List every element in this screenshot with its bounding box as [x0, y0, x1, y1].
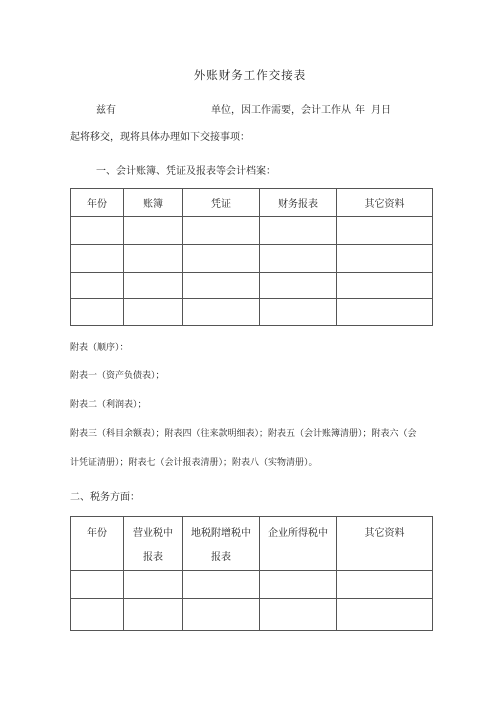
- column-header-line: 营业税中: [133, 528, 173, 539]
- table-row: [71, 245, 433, 273]
- column-header-line: 报表: [211, 552, 231, 563]
- table-cell[interactable]: [337, 273, 433, 299]
- table-cell[interactable]: [71, 571, 124, 599]
- column-header: 账簿: [124, 189, 183, 217]
- note-attachment-1: 附表一（资产负债表）；: [70, 371, 165, 381]
- table-cell[interactable]: [337, 571, 433, 599]
- table-cell[interactable]: [337, 217, 433, 245]
- table-cell[interactable]: [183, 245, 260, 273]
- table-cell[interactable]: [337, 599, 433, 631]
- table-cell[interactable]: [260, 599, 337, 631]
- intro-line-2: 起将移交，现将具体办理如下交接事项：: [70, 132, 250, 143]
- table-cell[interactable]: [260, 571, 337, 599]
- intro-prefix: 兹有: [96, 105, 116, 116]
- table-cell[interactable]: [260, 273, 337, 299]
- tax-table-header-row: [71, 517, 433, 571]
- table-row: [71, 571, 433, 599]
- table-cell[interactable]: [124, 299, 183, 326]
- table-cell[interactable]: [71, 599, 124, 631]
- table-row: [71, 599, 433, 631]
- table-cell[interactable]: [260, 245, 337, 273]
- column-header-line: 年份: [87, 528, 107, 539]
- column-header: [183, 517, 260, 571]
- note-attachment-order: 附表（顺序）：: [70, 343, 129, 353]
- table-cell[interactable]: [337, 299, 433, 326]
- intro-month-day: 月日: [371, 105, 391, 116]
- note-attachments-6-8: 计凭证清册）；附表七（会计报表清册）；附表八（实物清册）。: [70, 458, 318, 468]
- column-header: [337, 517, 433, 571]
- column-header: [260, 517, 337, 571]
- archive-table: [70, 188, 433, 326]
- column-header-line: 其它资料: [364, 528, 405, 539]
- column-header: [124, 517, 183, 571]
- column-header: [71, 517, 124, 571]
- table-cell[interactable]: [260, 217, 337, 245]
- tax-table: [70, 516, 433, 631]
- table-cell[interactable]: [183, 217, 260, 245]
- column-header: 年份: [71, 189, 124, 217]
- table-cell[interactable]: [71, 299, 124, 326]
- intro-year: 年: [355, 105, 365, 116]
- column-header-line: 地税附增税中: [191, 528, 251, 539]
- intro-body: 单位，因工作需要，会计工作从: [211, 105, 351, 116]
- archive-table-header-row: [71, 189, 433, 217]
- table-cell[interactable]: [124, 217, 183, 245]
- table-cell[interactable]: [183, 571, 260, 599]
- section2-heading: 二、税务方面：: [70, 492, 140, 503]
- table-cell[interactable]: [124, 571, 183, 599]
- document-title: 外账财务工作交接表: [193, 68, 307, 82]
- table-cell[interactable]: [71, 273, 124, 299]
- table-cell[interactable]: [124, 599, 183, 631]
- table-cell[interactable]: [183, 299, 260, 326]
- column-header: 凭证: [183, 189, 260, 217]
- note-attachment-2: 附表二（利润表）；: [70, 400, 147, 410]
- table-cell[interactable]: [124, 245, 183, 273]
- note-attachments-3-6: 附表三（科目余额表）；附表四（往来款明细表）；附表五（会计账簿清册）；附表六（会: [70, 429, 417, 439]
- column-header-line: 企业所得税中: [268, 528, 328, 539]
- table-cell[interactable]: [260, 299, 337, 326]
- section1-heading: 一、会计账簿、凭证及报表等会计档案：: [96, 166, 276, 177]
- column-header-line: 报表: [143, 552, 163, 563]
- table-cell[interactable]: [183, 599, 260, 631]
- column-header: 其它资料: [337, 189, 433, 217]
- table-cell[interactable]: [124, 273, 183, 299]
- column-header: 财务报表: [260, 189, 337, 217]
- table-cell[interactable]: [71, 217, 124, 245]
- table-row: [71, 217, 433, 245]
- table-row: [71, 273, 433, 299]
- table-cell[interactable]: [183, 273, 260, 299]
- table-cell[interactable]: [71, 245, 124, 273]
- table-cell[interactable]: [337, 245, 433, 273]
- table-row: [71, 299, 433, 326]
